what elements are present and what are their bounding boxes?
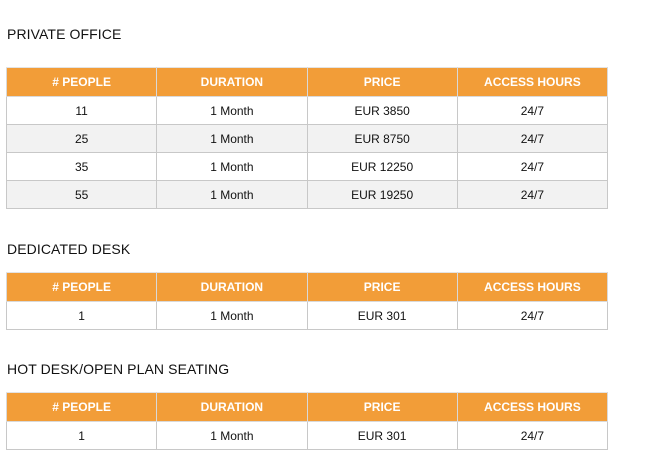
cell-people: 55 — [7, 181, 157, 209]
dedicated-desk-table — [6, 272, 608, 330]
cell-price: EUR 301 — [307, 302, 457, 330]
cell-price: EUR 301 — [307, 422, 457, 450]
cell-duration: 1 Month — [157, 153, 307, 181]
cell-access-hours: 24/7 — [457, 153, 607, 181]
cell-people: 35 — [7, 153, 157, 181]
hot-desk-table — [6, 392, 608, 450]
cell-access-hours: 24/7 — [457, 181, 607, 209]
cell-price: EUR 3850 — [307, 97, 457, 125]
header-access-hours: ACCESS HOURS — [457, 273, 607, 302]
cell-people: 1 — [7, 302, 157, 330]
cell-people: 1 — [7, 422, 157, 450]
section-title-dedicated-desk: DEDICATED DESK — [7, 241, 131, 257]
cell-people: 11 — [7, 97, 157, 125]
table-row — [7, 422, 608, 450]
header-duration: DURATION — [157, 393, 307, 422]
table-header-row — [7, 273, 608, 302]
header-people: # PEOPLE — [7, 393, 157, 422]
cell-access-hours: 24/7 — [457, 422, 607, 450]
cell-duration: 1 Month — [157, 125, 307, 153]
header-people: # PEOPLE — [7, 68, 157, 97]
cell-duration: 1 Month — [157, 97, 307, 125]
table-header-row — [7, 68, 608, 97]
header-price: PRICE — [307, 393, 457, 422]
table-row — [7, 153, 608, 181]
table-row — [7, 97, 608, 125]
header-price: PRICE — [307, 68, 457, 97]
section-title-private-office: PRIVATE OFFICE — [7, 26, 122, 42]
cell-people: 25 — [7, 125, 157, 153]
cell-price: EUR 12250 — [307, 153, 457, 181]
cell-access-hours: 24/7 — [457, 97, 607, 125]
header-price: PRICE — [307, 273, 457, 302]
header-duration: DURATION — [157, 68, 307, 97]
table-row — [7, 125, 608, 153]
cell-access-hours: 24/7 — [457, 125, 607, 153]
cell-duration: 1 Month — [157, 422, 307, 450]
cell-access-hours: 24/7 — [457, 302, 607, 330]
table-row — [7, 302, 608, 330]
header-duration: DURATION — [157, 273, 307, 302]
cell-price: EUR 19250 — [307, 181, 457, 209]
private-office-table — [6, 67, 608, 209]
header-access-hours: ACCESS HOURS — [457, 68, 607, 97]
table-row — [7, 181, 608, 209]
table-header-row — [7, 393, 608, 422]
cell-duration: 1 Month — [157, 302, 307, 330]
header-access-hours: ACCESS HOURS — [457, 393, 607, 422]
header-people: # PEOPLE — [7, 273, 157, 302]
section-title-hot-desk: HOT DESK/OPEN PLAN SEATING — [7, 361, 230, 377]
cell-price: EUR 8750 — [307, 125, 457, 153]
cell-duration: 1 Month — [157, 181, 307, 209]
